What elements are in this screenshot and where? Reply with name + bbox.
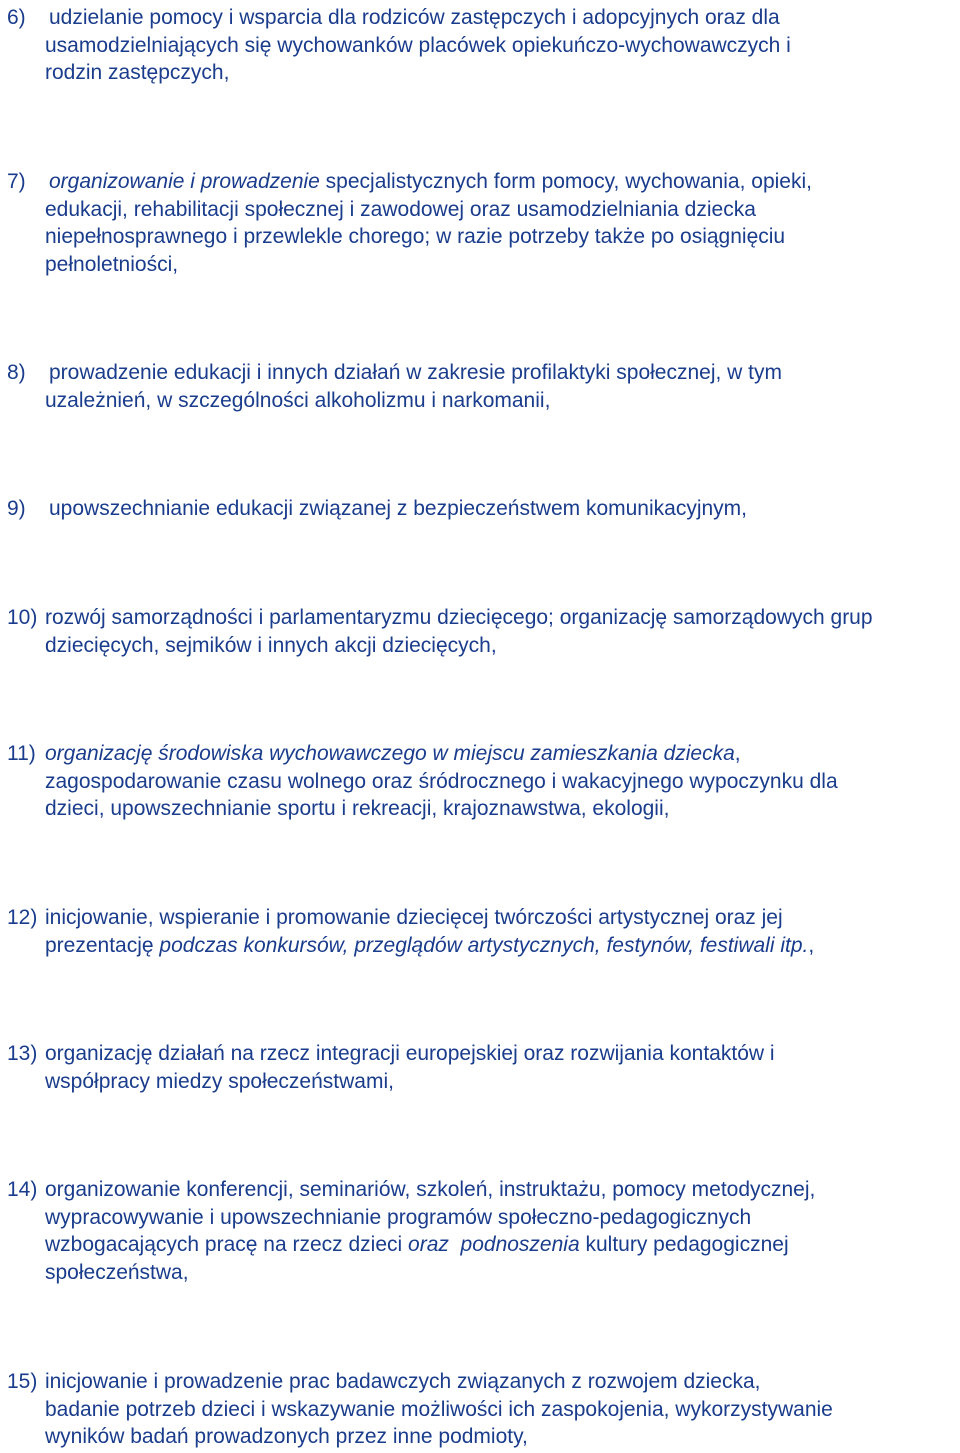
text-run: współpracy miedzy społeczeństwami, [45,1069,394,1093]
item-line [7,904,959,932]
list-item-8 [7,359,959,414]
list-item-6 [7,4,959,87]
text-run: podczas konkursów, przeglądów artystycznych, festynów, festiwali itp. [159,933,809,957]
item-line [7,632,959,660]
item-number: 12) [7,906,38,929]
item-line [7,251,959,279]
text-run: organizowanie konferencji, seminariów, szkoleń, instruktażu, pomocy metodycznej, [45,1178,816,1201]
text-run: dziecięcych, sejmików i innych akcji dziecięcych, [45,633,497,657]
item-number: 14) [7,1178,38,1201]
text-run: organizację działań na rzecz integracji europejskiej oraz rozwijania kontaktów i [45,1042,775,1065]
list-item-7 [7,168,959,278]
text-run: uzależnień, w szczególności alkoholizmu i narkomanii, [45,388,551,412]
item-line [7,1068,959,1096]
text-run: niepełnosprawnego i przewlekle chorego; w razie potrzeby także po osiągnięciu [45,225,786,248]
item-number: 6) [7,6,26,29]
text-run: rodzin zastępczych, [45,61,230,84]
list-item-11 [7,740,959,823]
item-line [7,4,959,32]
text-run: prowadzenie edukacji i innych działań w zakresie profilaktyki społecznej, w tym [49,361,783,384]
text-run: , [734,742,741,765]
item-line [7,768,959,796]
item-line [7,359,959,387]
item-line [7,1423,959,1451]
text-run: prezentację [45,933,160,957]
item-line [7,387,959,415]
item-number: 9) [7,497,26,520]
text-run: upowszechnianie edukacji związanej z bezpieczeństwem komunikacyjnym, [49,497,748,520]
text-run: inicjowanie, wspieranie i promowanie dziecięcej twórczości artystycznej oraz jej [45,906,783,929]
text-run: edukacji, rehabilitacji społecznej i zawodowej oraz usamodzielniania dziecka [45,197,756,221]
text-run: organizację środowiska wychowawczego w miejscu zamieszkania dziecka [45,742,735,765]
item-line [7,32,959,60]
list-item-13 [7,1040,959,1095]
text-run: specjalistycznych form pomocy, wychowania, opieki, [319,170,812,193]
text-run: wypracowywanie i upowszechnianie programów społeczno-pedagogicznych [45,1205,752,1229]
item-number: 11) [7,742,36,765]
text-run: inicjowanie i prowadzenie prac badawczych związanych z rozwojem dziecka, [45,1370,761,1393]
item-line [7,196,959,224]
item-number: 13) [7,1042,38,1065]
text-run: kultury pedagogicznej [579,1233,789,1256]
item-number: 15) [7,1370,38,1393]
item-line [7,795,959,823]
text-run: usamodzielniających się wychowanków placówek opiekuńczo-wychowawczych i [45,33,791,57]
text-run: wzbogacających pracę na rzecz dzieci [45,1233,409,1256]
text-run: rozwój samorządności i parlamentaryzmu dziecięcego; organizację samorządowych grup [45,606,873,629]
list-item-12 [7,904,959,959]
item-line [7,168,959,196]
text-run: organizowanie i prowadzenie [49,170,320,193]
list-item-10 [7,604,959,659]
text-run: oraz podnoszenia [408,1233,580,1256]
list-item-15 [7,1368,959,1451]
text-run: badanie potrzeb dzieci i wskazywanie możliwości ich zaspokojenia, wykorzystywanie [45,1397,833,1421]
item-line [7,1231,959,1259]
text-run: społeczeństwa, [45,1260,189,1284]
item-number: 8) [7,361,26,384]
text-run: wyników badań prowadzonych przez inne podmioty, [45,1425,528,1448]
text-run: udzielanie pomocy i wsparcia dla rodziców zastępczych i adopcyjnych oraz dla [49,6,780,29]
item-line [7,740,959,768]
text-run: , [808,933,815,957]
item-line [7,1176,959,1204]
list-item-9 [7,495,959,523]
item-line [7,1396,959,1424]
item-line [7,1259,959,1287]
text-run: pełnoletniości, [45,252,179,276]
item-number: 10) [7,606,38,629]
item-line [7,1040,959,1068]
item-line [7,604,959,632]
item-line [7,1368,959,1396]
text-run: zagospodarowanie czasu wolnego oraz śródrocznego i wakacyjnego wypoczynku dla [45,769,838,793]
item-line [7,223,959,251]
item-line [7,932,959,960]
list-item-14 [7,1176,959,1286]
item-line [7,1204,959,1232]
item-number: 7) [7,170,26,193]
text-run: dzieci, upowszechnianie sportu i rekreacji, krajoznawstwa, ekologii, [45,797,670,820]
item-line [7,59,959,87]
item-line [7,495,959,523]
